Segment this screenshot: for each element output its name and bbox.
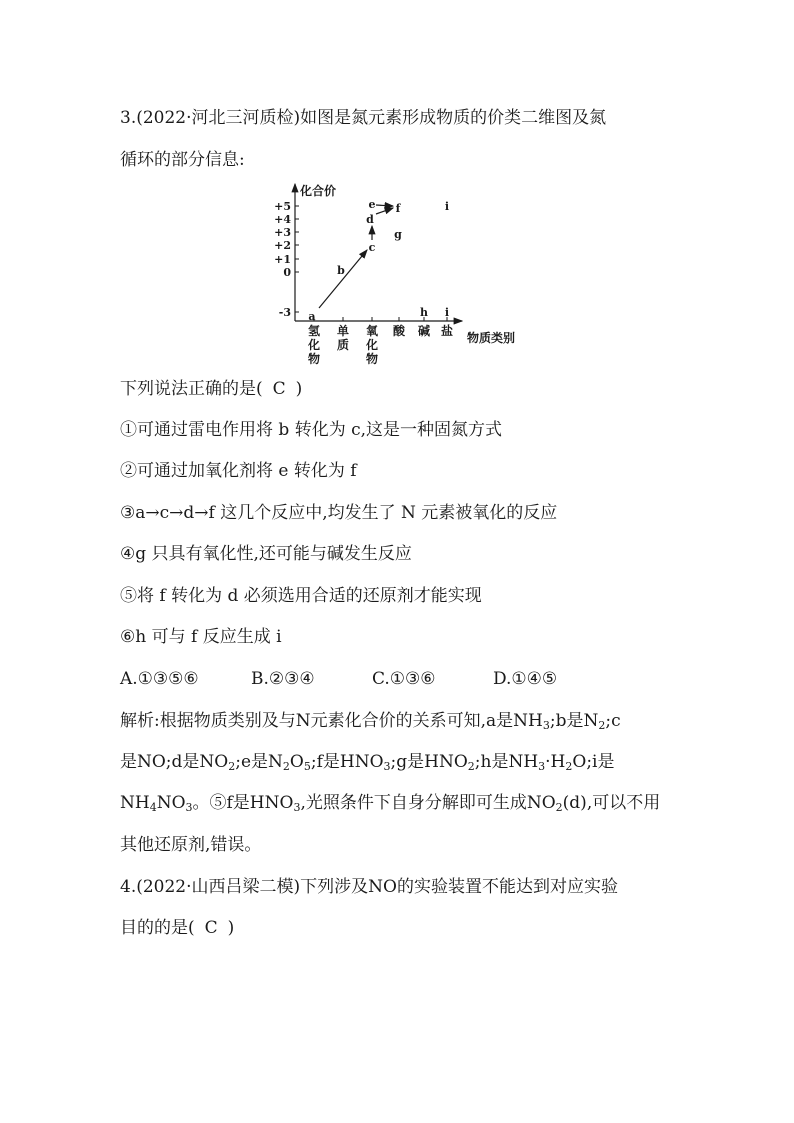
- y-tick-label: -3: [278, 306, 291, 319]
- analysis-line4: 其他还原剂,错误。: [120, 835, 262, 855]
- arrow-d-f: [376, 208, 393, 214]
- q3-answer: C: [272, 379, 286, 399]
- point-e: e: [368, 198, 376, 211]
- x-category-label: 单质: [336, 324, 350, 352]
- x-axis-label: 物质类别: [467, 331, 516, 345]
- q4-answer: C: [204, 918, 218, 938]
- point-a: a: [308, 310, 316, 323]
- y-tick-label: 0: [283, 266, 291, 279]
- point-i: i: [444, 306, 450, 319]
- x-category-label: 碱: [417, 324, 431, 338]
- y-tick-label: +2: [274, 239, 291, 252]
- point-f: f: [395, 202, 401, 215]
- x-category-label: 氧化物: [365, 324, 379, 366]
- analysis-line2: 是NO;d是$NO_2;e$是$N_2O_5;f$是$HNO_3;g$是$HNO_2;h$是$NH_3\cdot H_2O;i$是: [120, 752, 615, 773]
- y-axis-label: 化合价: [300, 184, 337, 198]
- point-g: g: [394, 228, 402, 241]
- y-tick-label: +1: [274, 253, 291, 266]
- point-b: b: [337, 264, 345, 277]
- option-c: C.①③⑥: [372, 669, 436, 689]
- q3-title-line2: 循环的部分信息:: [120, 150, 245, 170]
- point-h: h: [420, 306, 428, 319]
- valence-class-chart: [270, 178, 530, 370]
- statement-2: ②可通过加氧化剂将 e 转化为 f: [120, 461, 357, 481]
- option-b: B.②③④: [251, 669, 315, 689]
- statement-1: ①可通过雷电作用将 b 转化为 c,这是一种固氮方式: [120, 420, 503, 440]
- y-tick-label: +3: [274, 226, 291, 239]
- x-category-label: 酸: [392, 324, 406, 338]
- y-tick-label: +5: [274, 200, 291, 213]
- y-tick-label: +4: [274, 213, 291, 226]
- x-category-label: 氢化物: [307, 324, 321, 366]
- statement-3: ③a→c→d→f 这几个反应中,均发生了 N 元素被氧化的反应: [120, 503, 558, 523]
- x-category-label: 盐: [440, 324, 454, 338]
- option-a: A.①③⑤⑥: [120, 669, 199, 689]
- statement-5: ⑤将 f 转化为 d 必须选用合适的还原剂才能实现: [120, 586, 482, 606]
- point-c: c: [368, 241, 376, 254]
- statement-6: ⑥h 可与 f 反应生成 i: [120, 627, 282, 647]
- q3-title-line1: 3.(2022·河北三河质检)如图是氮元素形成物质的价类二维图及氮: [120, 108, 607, 128]
- q3-stem: [120, 378, 302, 400]
- q3-stem-prefix: 下列说法正确的是(: [120, 379, 263, 399]
- q4-title-line1: 4.(2022·山西吕梁二模)下列涉及NO的实验装置不能达到对应实验: [120, 877, 618, 897]
- point-i: i: [444, 200, 450, 213]
- analysis-line3: $NH_4NO_3$。⑤f是$HNO_3$,光照条件下自身分解即可生成$NO_2(d)$,可以不用: [120, 793, 661, 814]
- point-d: d: [366, 213, 374, 226]
- arrow-a-c: [319, 250, 367, 308]
- q4-title-line2: 目的的是( C ): [120, 918, 235, 938]
- option-d: D.①④⑤: [493, 669, 558, 689]
- analysis-line1: 解析:根据物质类别及与N元素化合价的关系可知,a是$NH_3;b$是$N_2;c$: [120, 711, 621, 732]
- arrow-e-f: [376, 205, 393, 206]
- statement-4: ④g 只具有氧化性,还可能与碱发生反应: [120, 544, 412, 564]
- q3-stem-suffix: ): [295, 379, 303, 399]
